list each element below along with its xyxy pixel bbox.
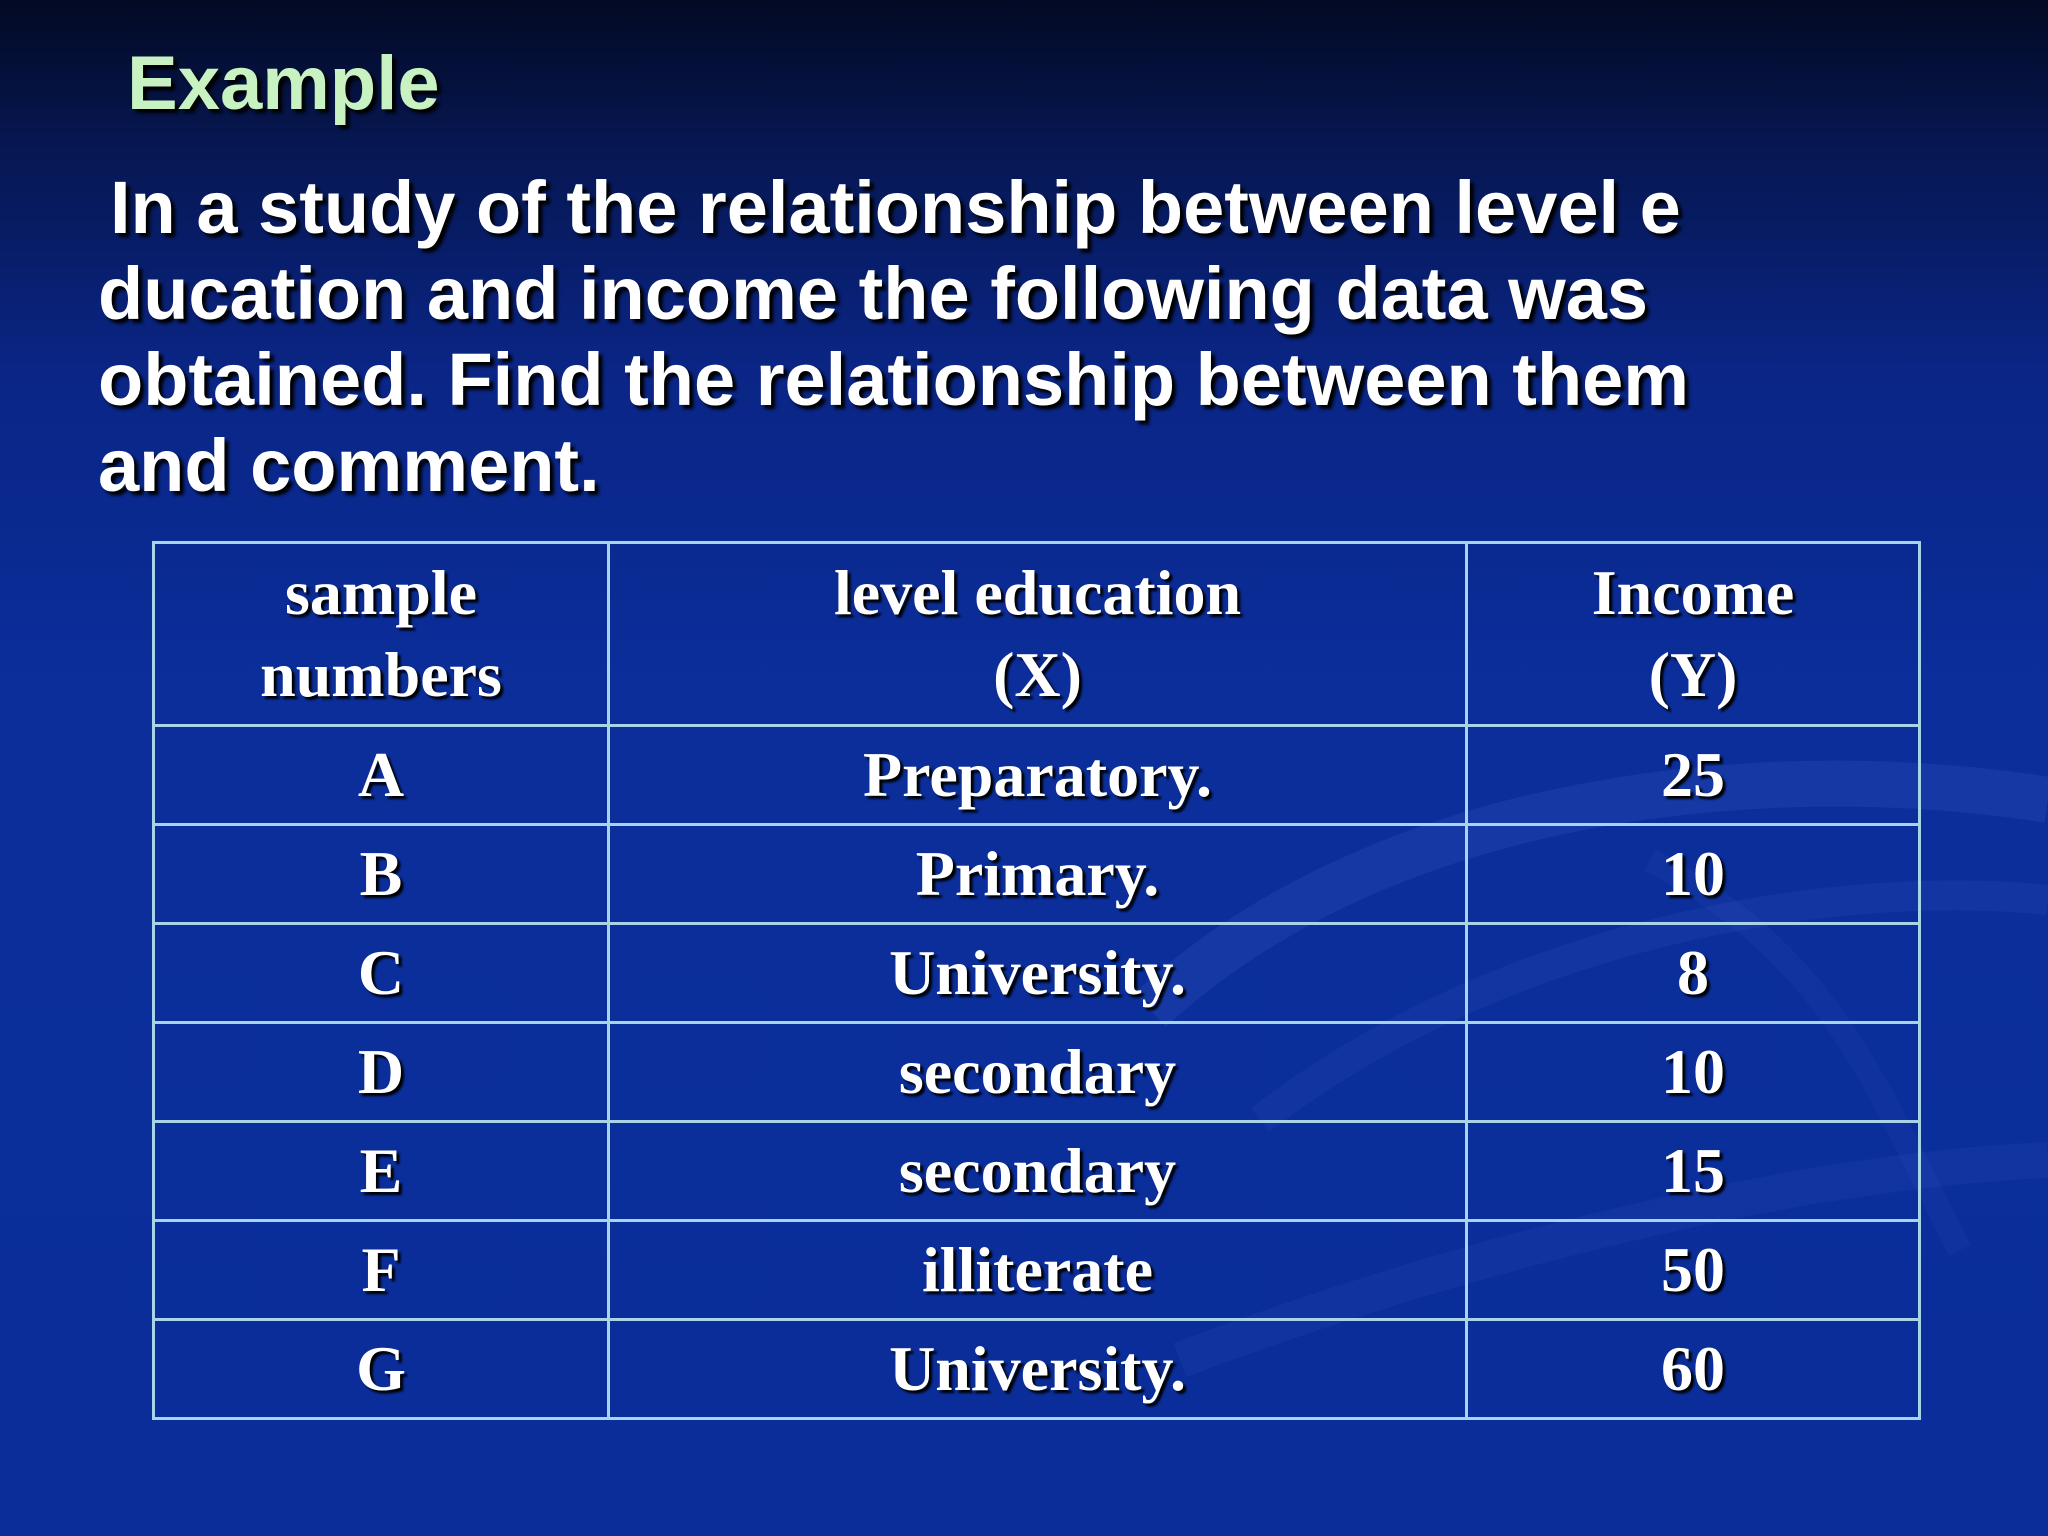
table-row [154, 825, 1920, 924]
cell-sample: F [154, 1221, 609, 1320]
cell-sample: C [154, 924, 609, 1023]
cell-level: University. [609, 1320, 1467, 1419]
cell-level: secondary [609, 1023, 1467, 1122]
cell-level: University. [609, 924, 1467, 1023]
cell-income: 25 [1467, 726, 1920, 825]
cell-income: 10 [1467, 1023, 1920, 1122]
table-row [154, 924, 1920, 1023]
cell-level: Preparatory. [609, 726, 1467, 825]
problem-line-3: obtained. Find the relationship between them [98, 338, 1690, 421]
table-row [154, 726, 1920, 825]
cell-income: 10 [1467, 825, 1920, 924]
table-row [154, 1122, 1920, 1221]
slide-title: Example [127, 41, 440, 126]
problem-line-2: ducation and income the following data was [98, 252, 1649, 335]
cell-income: 8 [1467, 924, 1920, 1023]
data-table [152, 541, 1921, 1420]
cell-sample: D [154, 1023, 609, 1122]
cell-sample: E [154, 1122, 609, 1221]
cell-sample: G [154, 1320, 609, 1419]
cell-level: illiterate [609, 1221, 1467, 1320]
header-sample-line1: sample [285, 557, 477, 628]
table-header-row [154, 543, 1920, 726]
header-level-line2: (X) [993, 639, 1082, 710]
cell-level: Primary. [609, 825, 1467, 924]
table-row [154, 1320, 1920, 1419]
header-sample-numbers [154, 543, 609, 726]
problem-line-1: In a study of the relationship between level e [110, 166, 1681, 249]
header-income-line2: (Y) [1648, 639, 1738, 710]
table-row [154, 1221, 1920, 1320]
table-row [154, 1023, 1920, 1122]
cell-income: 15 [1467, 1122, 1920, 1221]
cell-income: 60 [1467, 1320, 1920, 1419]
problem-line-4: and comment. [98, 424, 600, 507]
cell-sample: A [154, 726, 609, 825]
header-level-line1: level education [833, 557, 1242, 628]
problem-statement [98, 165, 1928, 509]
header-sample-line2: numbers [260, 639, 502, 710]
cell-income: 50 [1467, 1221, 1920, 1320]
header-income [1467, 543, 1920, 726]
header-level-education [609, 543, 1467, 726]
cell-sample: B [154, 825, 609, 924]
header-income-line1: Income [1591, 557, 1795, 628]
cell-level: secondary [609, 1122, 1467, 1221]
